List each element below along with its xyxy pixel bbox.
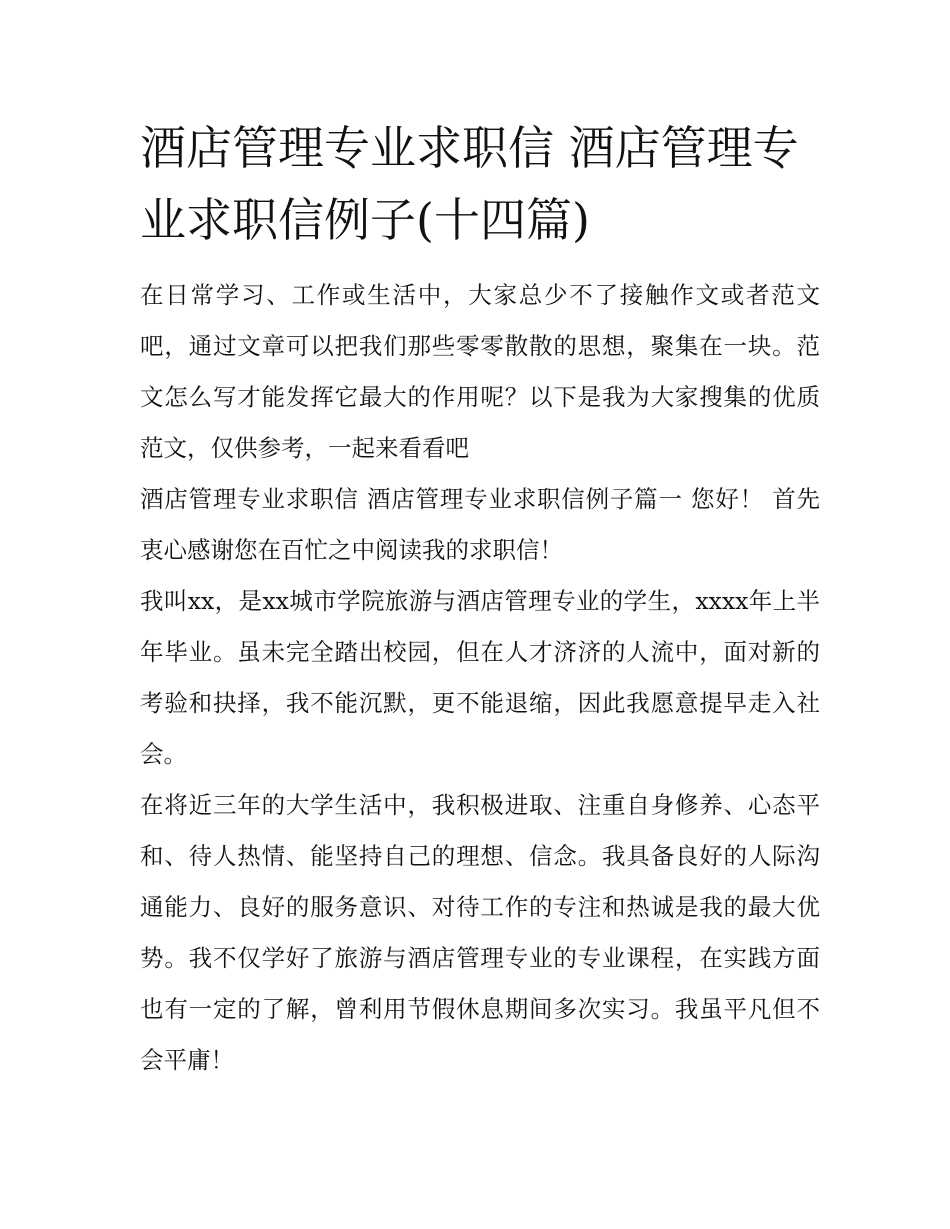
document-body — [140, 112, 820, 1086]
greeting-paragraph: 酒店管理专业求职信 酒店管理专业求职信例子篇一 您好！ 首先衷心感谢您在百忙之中阅读我的求职信！ — [140, 485, 820, 564]
self-introduction-paragraph: 我叫xx，是xx城市学院旅游与酒店管理专业的学生，xxxx年上半年毕业。虽未完全踏出校园，但在人才济济的人流中，面对新的考验和抉择，我不能沉默，更不能退缩，因此我愿意提早走入社会。 — [140, 587, 820, 768]
strengths-paragraph: 在将近三年的大学生活中，我积极进取、注重自身修养、心态平和、待人热情、能坚持自己的理想、信念。我具备良好的人际沟通能力、良好的服务意识、对待工作的专注和热诚是我的最大优势。我不仅学好了旅游与酒店管理专业的专业课程，在实践方面也有一定的了解，曾利用节假休息期间多次实习。我虽平凡但不会平庸！ — [140, 791, 820, 1074]
document-title: 酒店管理专业求职信 酒店管理专业求职信例子(十四篇) — [140, 121, 799, 247]
intro-paragraph: 在日常学习、工作或生活中，大家总少不了接触作文或者范文吧，通过文章可以把我们那些零零散散的思想，聚集在一块。范文怎么写才能发挥它最大的作用呢？以下是我为大家搜集的优质范文，仅供参考，一起来看看吧 — [140, 281, 820, 462]
